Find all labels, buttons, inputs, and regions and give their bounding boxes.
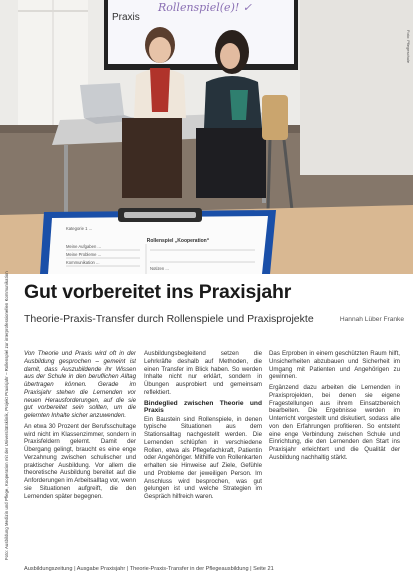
author: Hannah Lüber Franke (339, 316, 404, 323)
article-photo (0, 0, 413, 274)
body-paragraph: Ein Baustein sind Rollenspiele, in denen typische Situationen aus dem Stationsalltag nachgestellt werden. Die Lernenden schlüpfen in verschiedene Rollen, etwa als Pflegefachkraft, Patientin oder Angehöriger. Mithilfe von Rollenkarten erhalten sie Hinweise auf Ziele, Gefühle und Probleme der jeweiligen Person. Im Anschluss wird besprochen, was gut gelungen ist und welche Strategien im Gespräch hilfreich waren. (144, 415, 262, 501)
column-2 (144, 350, 262, 560)
section-heading: Bindeglied zwischen Theorie und Praxis (144, 399, 262, 415)
paper-line: Meine Aufgaben ... (66, 244, 101, 249)
page-footer: Ausbildungszeitung | Ausgabe Praxisjahr | Theorie-Praxis-Transfer in der Pflegeausbildung | Seite 21 (24, 566, 274, 572)
screen-label: Praxis (112, 12, 140, 23)
body-paragraph: Das Erproben in einem geschützten Raum hilft, Unsicherheiten abzubauen und Sicherheit im Umgang mit Patienten und Angehörigen zu gewinnen. (269, 350, 400, 381)
classroom-scene (0, 0, 413, 274)
paper-line: Kommunikation ... (66, 260, 100, 265)
side-caption: Foto: Ausbildung Medizin und Pflege, Kooperation mit der Universitätsklinik, Projekt Praxisjahr – Rollenspiel zur interprofessionellen Kommunikation (4, 271, 9, 560)
paper-line: Kategorie 1 ... (66, 226, 93, 231)
paper-line: Meine Probleme ... (66, 252, 102, 257)
body-paragraph: An etwa 30 Prozent der Berufsschultage wird nicht im Klassenzimmer, sondern in Praxisfeldern gelernt. Damit der Übergang gelingt, braucht es eine enge Verzahnung zwischen schulischer und praktischer Ausbildung. Vor allem die theoretische Ausbildung bereitet auf die Anforderungen im Arbeitsalltag vor, wenn sie Situationen aufgreift, die den Lernenden später begegnen. (24, 422, 136, 500)
paper-line: Notizen ... (150, 266, 169, 271)
headline: Gut vorbereitet ins Praxisjahr (24, 281, 292, 303)
paper-title: Rollenspiel „Kooperation“ (146, 238, 210, 244)
subtitle: Theorie-Praxis-Transfer durch Rollenspiele und Praxisprojekte (24, 313, 314, 325)
intro-paragraph: Von Theorie und Praxis wird oft in der Ausbildung gesprochen – gemeint ist damit, dass Auszubildende ihr Wissen aus der Schule in den beruflichen Alltag übertragen können. Gerade im Praxisjahr stehen die Lernenden vor neuen Herausforderungen, auf die sie gut vorbereitet sein sollten, um die gelernten Inhalte sicher anzuwenden. (24, 350, 136, 419)
body-paragraph: Ausbildungsbegleitend setzen die Lehrkräfte deshalb auf Methoden, die einen Transfer im Blick haben. So werden Inhalte nicht nur erklärt, sondern in Übungen ausprobiert und gemeinsam reflektiert. (144, 350, 262, 396)
column-1 (24, 350, 136, 560)
body-paragraph: Ergänzend dazu arbeiten die Lernenden in Praxisprojekten, bei denen sie eigene Fragestellungen aus ihrem Einsatzbereich bearbeiten. Die Ergebnisse werden im Unterricht vorgestellt und diskutiert, sodass alle von den Erfahrungen profitieren. So entsteht eine enge Verbindung zwischen Schule und Einrichtung, die den Lernenden den Start ins Praxisjahr erleichtert und die Qualität der Ausbildung nachhaltig stärkt. (269, 384, 400, 461)
photo-credit: Foto: Pflegeschule (406, 30, 411, 64)
screen-script: Rollenspiel(e)! ✓ (158, 1, 252, 14)
column-3 (269, 350, 400, 560)
